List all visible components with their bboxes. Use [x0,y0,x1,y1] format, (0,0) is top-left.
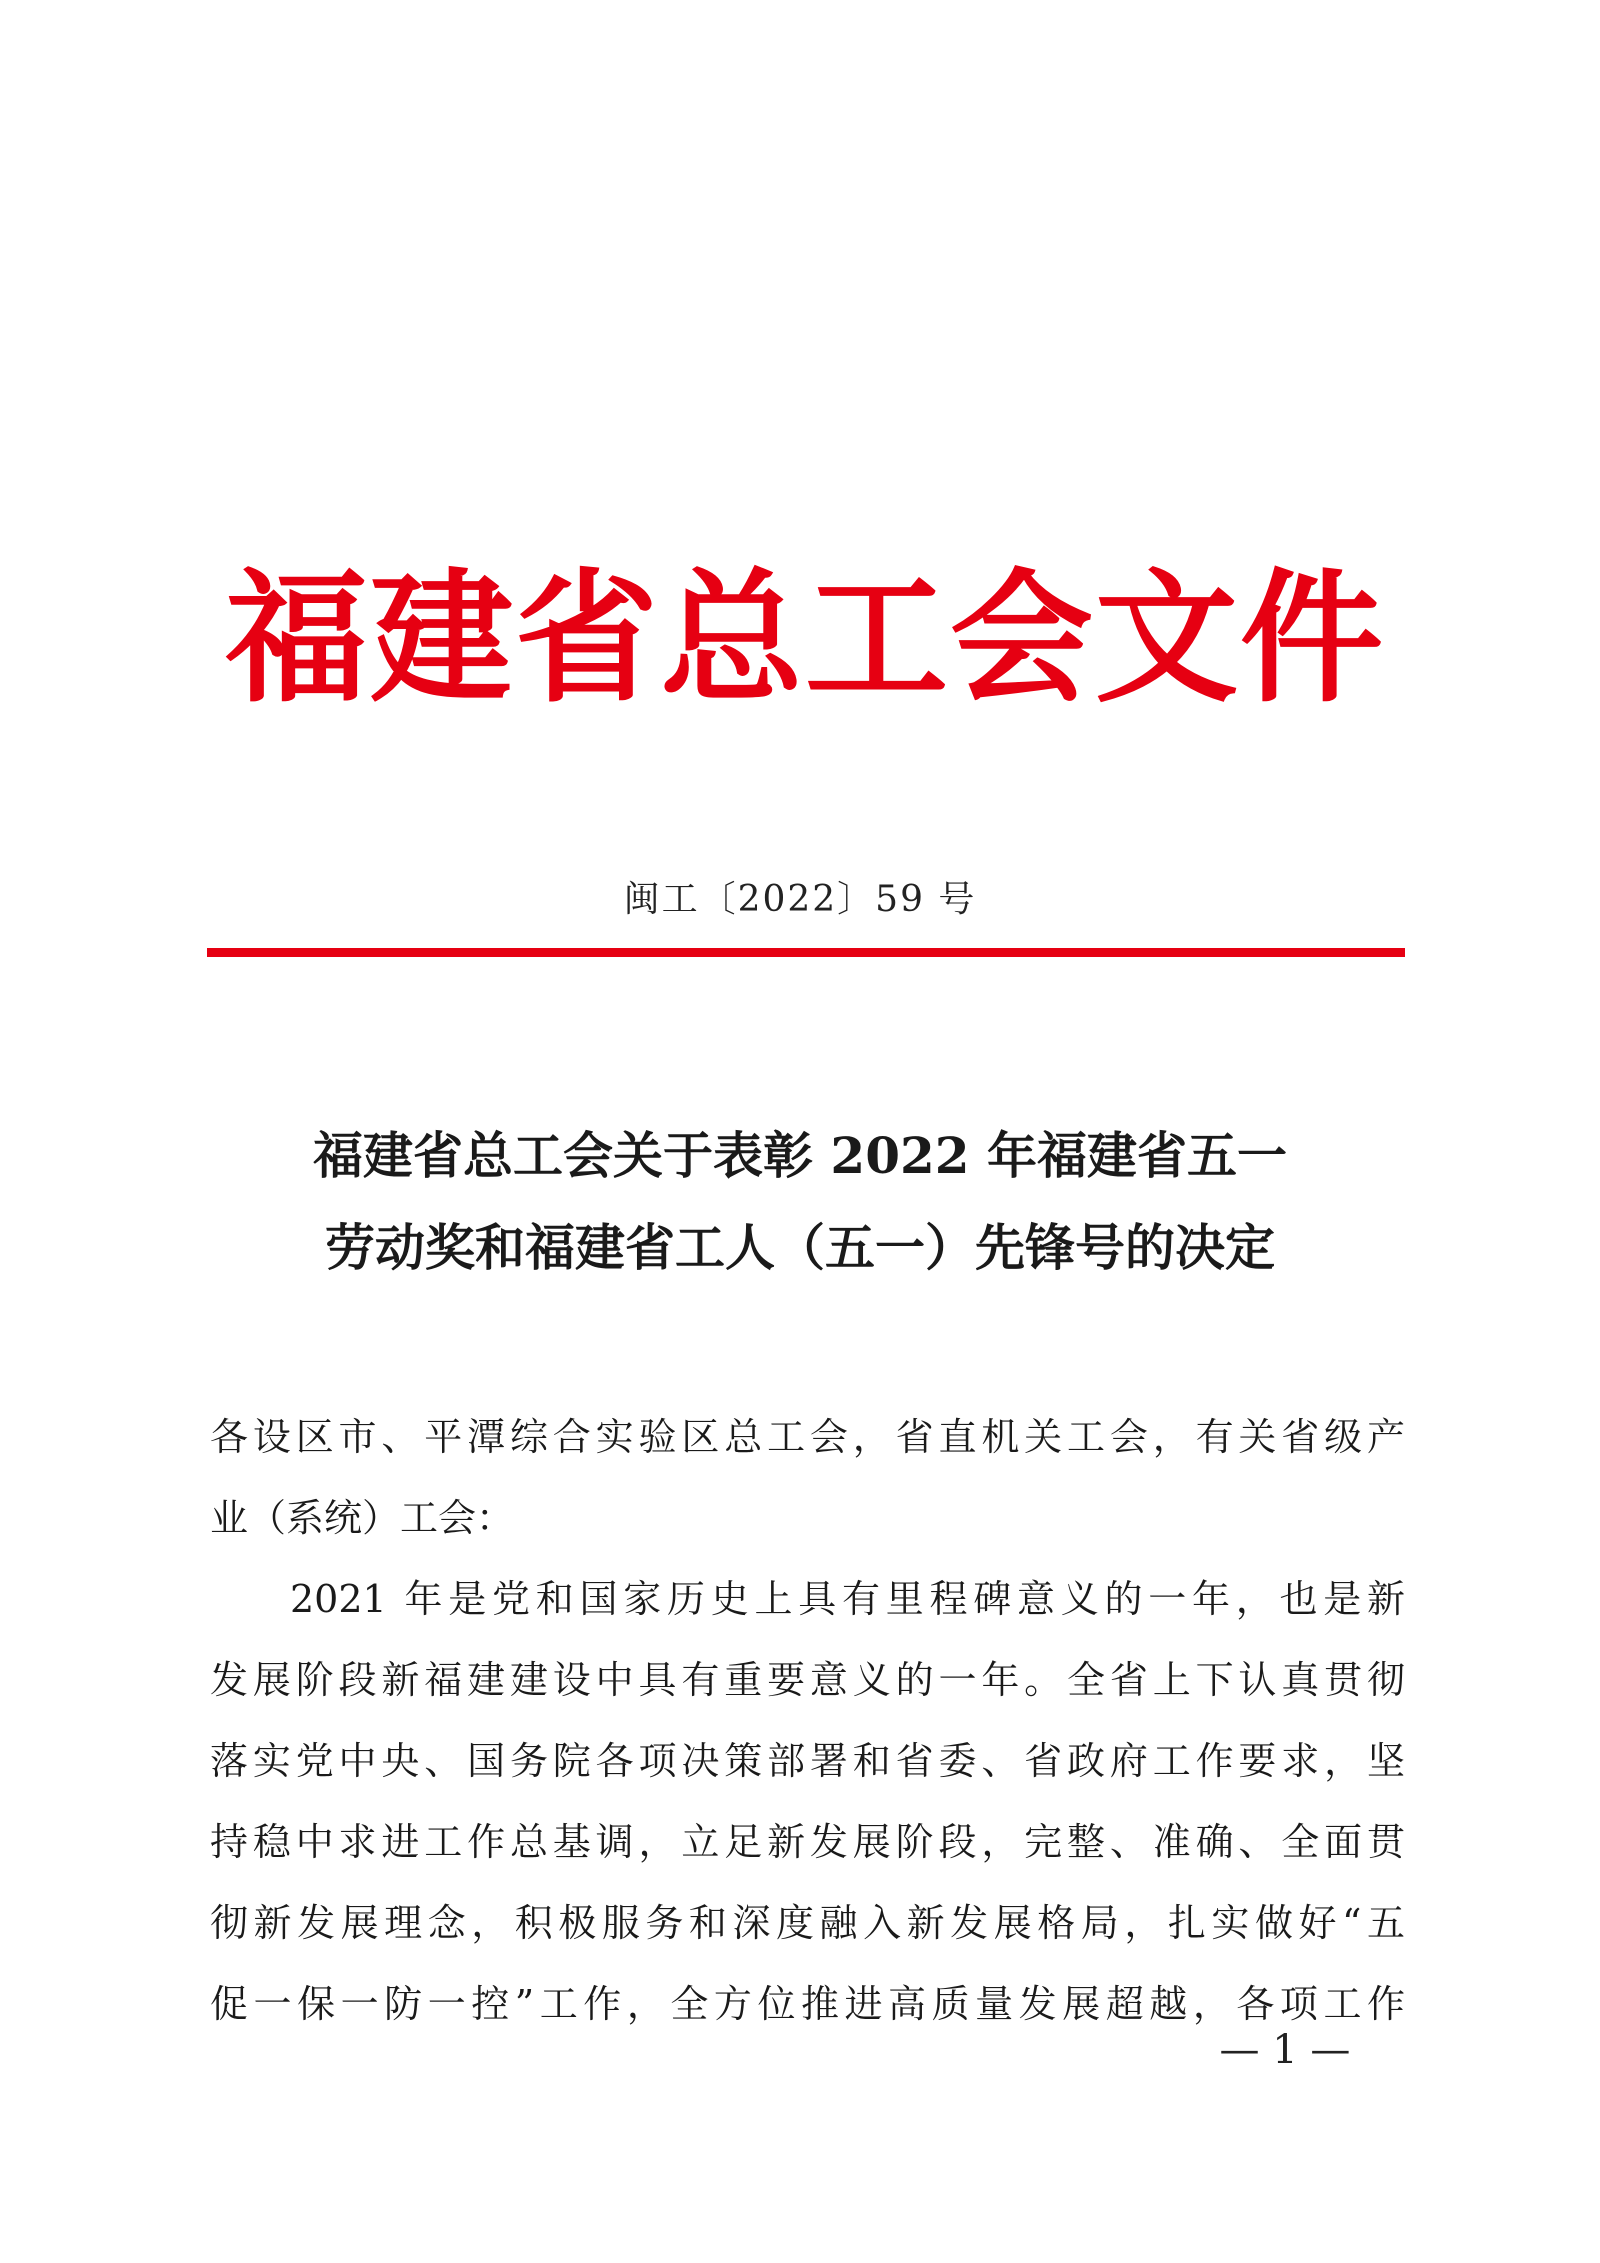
body-line-3: 2021 年是党和国家历史上具有里程碑意义的一年，也是新 [290,1577,1405,1621]
document-title [0,1110,1600,1294]
body-line-6: 持稳中求进工作总基调，立足新发展阶段，完整、准确、全面贯 [210,1820,1405,1864]
body-line-4: 发展阶段新福建建设中具有重要意义的一年。全省上下认真贯彻 [210,1658,1405,1702]
page-number: — 1 — [1219,2027,1351,2073]
document-body [210,1397,1405,2045]
red-divider-line [207,948,1405,957]
body-line-7: 彻新发展理念，积极服务和深度融入新发展格局，扎实做好“五 [210,1901,1405,1945]
document-number: 闽工〔2022〕59 号 [623,879,977,920]
title-line-1: 福建省总工会关于表彰 2022 年福建省五一 [313,1126,1287,1185]
document-masthead: 福建省总工会文件 [225,554,1385,722]
body-line-5: 落实党中央、国务院各项决策部署和省委、省政府工作要求，坚 [210,1739,1405,1783]
title-line-2: 劳动奖和福建省工人（五一）先锋号的决定 [325,1218,1275,1277]
body-line-1: 各设区市、平潭综合实验区总工会，省直机关工会，有关省级产 [210,1415,1405,1459]
body-line-2: 业（系统）工会： [210,1496,515,1540]
body-line-8: 促一保一防一控”工作，全方位推进高质量发展超越，各项工作 [210,1982,1405,2026]
